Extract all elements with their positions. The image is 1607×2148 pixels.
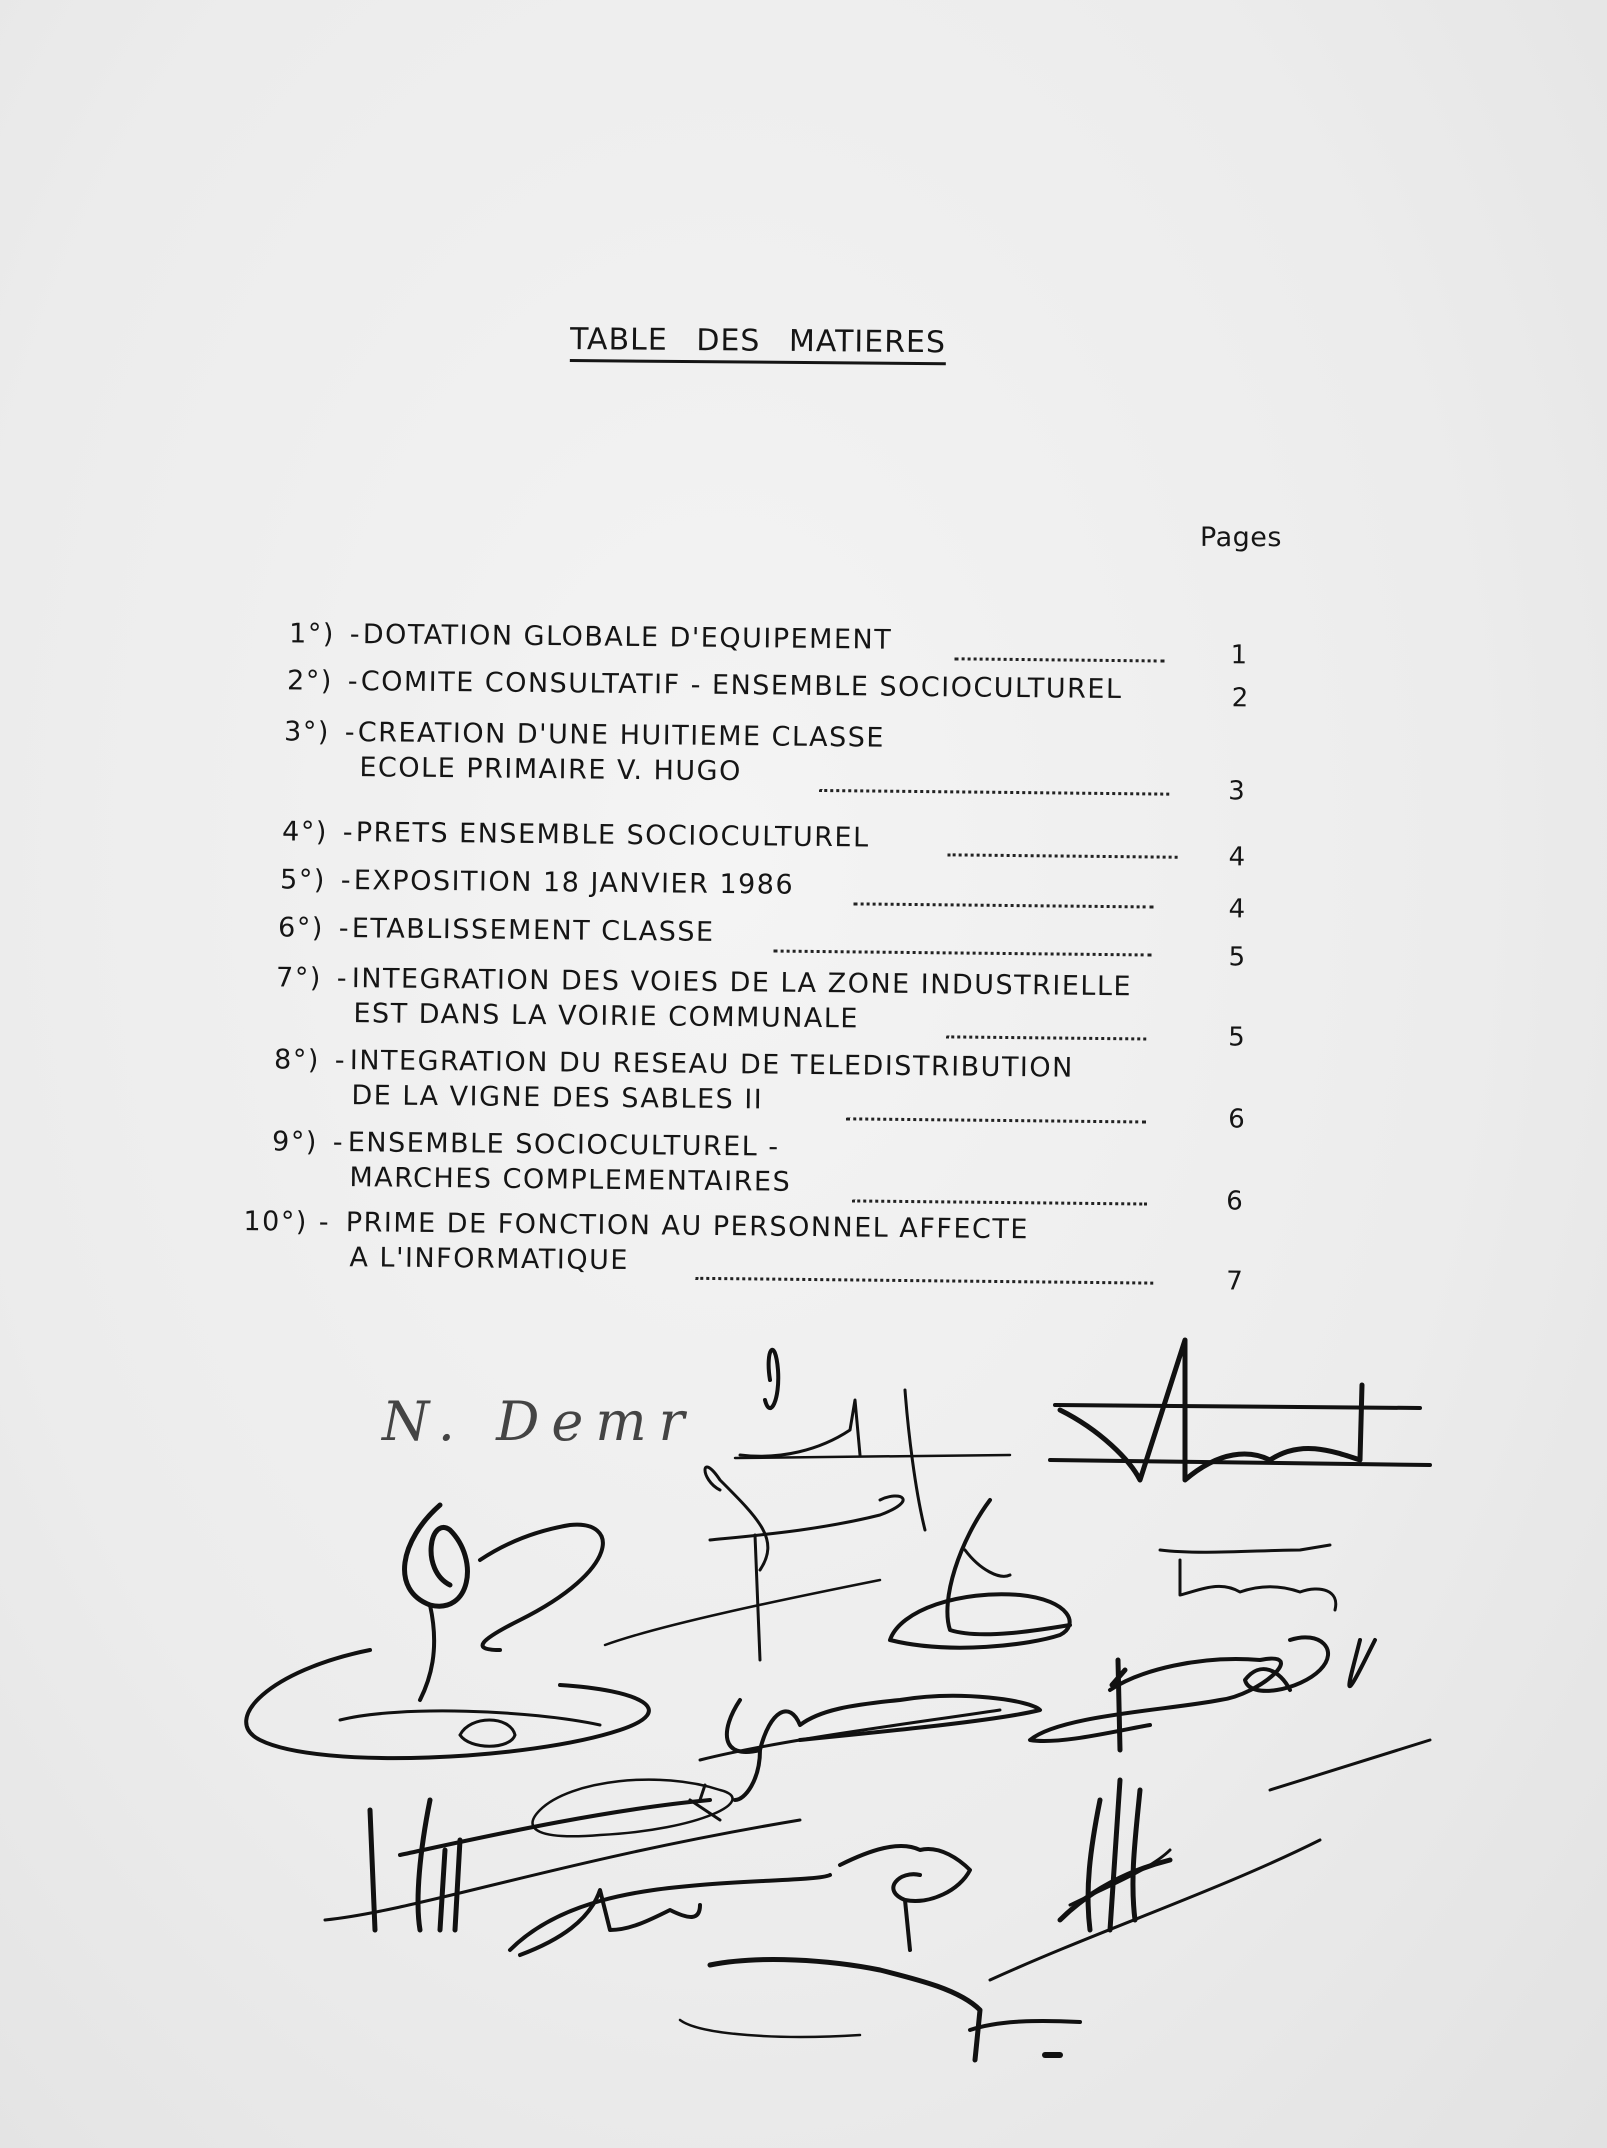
toc-entry-dash: - [340,864,353,897]
toc-entry-page: 6 [1226,1186,1245,1217]
toc-entry-number: 9°) [271,1126,318,1158]
toc-entry-number: 2°) [286,665,333,697]
toc-leader-dots [946,1035,1146,1040]
toc-entry-title: EXPOSITION 18 JANVIER 1986 [353,865,795,901]
toc-entry-title: CREATION D'UNE HUITIEME CLASSE [357,717,886,754]
toc-entry-page: 4 [1228,894,1247,925]
signature [605,1467,903,1660]
signatures-block [0,1330,1607,2110]
toc-entry-page: 3 [1228,776,1247,807]
toc-entry-dash: - [342,816,355,849]
signature-handwritten-name: N. Demr [382,1390,697,1453]
toc-leader-dots [852,1199,1147,1205]
signature [990,1780,1320,1980]
toc-entry-number: 1°) [288,618,335,650]
toc-entry-dash: - [332,1126,345,1159]
toc-entry-page: 2 [1231,683,1250,714]
toc-entry-title: ETABLISSEMENT CLASSE [351,913,715,948]
signature [246,1505,649,1758]
toc-entry-title-continued: A L'INFORMATIQUE [349,1242,630,1277]
toc-entry-page: 6 [1228,1104,1247,1135]
signature [735,1350,1010,1530]
toc-entry-page: 5 [1228,942,1247,973]
signatures-drawing [0,1330,1607,2110]
toc-leader-dots [695,1277,1153,1285]
toc-leader-dots [948,853,1178,858]
toc-entry-number: 4°) [281,816,328,848]
toc-entry-dash: - [347,665,360,698]
toc-entry-title-continued: DE LA VIGNE DES SABLES II [351,1080,764,1116]
toc-entry-title: PRIME DE FONCTION AU PERSONNEL AFFECTE [345,1207,1030,1246]
signature [1050,1340,1430,1480]
toc-leader-dots [955,657,1165,662]
pages-column-label: Pages [1200,522,1282,553]
toc-entry-title-continued: MARCHES COMPLEMENTAIRES [349,1162,792,1198]
signature [325,1780,800,1930]
toc-entry-title-continued: EST DANS LA VOIRIE COMMUNALE [353,998,860,1035]
toc-entry-dash: - [338,912,351,945]
signature [680,1960,1080,2060]
toc-entry-number: 6°) [277,912,324,944]
toc-entry-page: 7 [1226,1266,1245,1297]
toc-leader-dots [854,902,1154,908]
signature [1030,1637,1430,1790]
toc-entry-page: 4 [1228,842,1247,873]
toc-entry-page: 5 [1228,1022,1247,1053]
document-title: TABLE DES MATIERES [570,322,946,365]
toc-entry-title: INTEGRATION DU RESEAU DE TELEDISTRIBUTION [349,1045,1074,1084]
toc-entry-title: DOTATION GLOBALE D'EQUIPEMENT [362,619,893,656]
signature [510,1846,970,1955]
toc-entry-dash: - [344,716,357,749]
toc-entry-number: 8°) [273,1044,320,1076]
toc-entry-title: INTEGRATION DES VOIES DE LA ZONE INDUSTRIELLE [351,963,1133,1003]
signature [700,1696,1040,1800]
toc-leader-dots [774,950,1152,957]
toc-leader-dots [819,789,1169,796]
signature [890,1500,1070,1648]
toc-entry-number: 10°) [243,1206,308,1238]
signature [1160,1545,1336,1610]
toc-entry-dash: - [318,1206,331,1238]
toc-entry-number: 5°) [279,864,326,896]
toc-entry-dash: - [349,618,362,651]
toc-entry-dash: - [334,1044,347,1077]
toc-leader-dots [846,1117,1146,1123]
toc-entry-page: 1 [1230,640,1249,671]
toc-entry-title: PRETS ENSEMBLE SOCIOCULTUREL [355,817,870,854]
toc-entry-title: COMITE CONSULTATIF - ENSEMBLE SOCIOCULTUREL [360,666,1123,706]
toc-entry-number: 3°) [283,716,330,748]
toc-entry-title: ENSEMBLE SOCIOCULTUREL - [347,1127,780,1163]
toc-entry-title-continued: ECOLE PRIMAIRE V. HUGO [359,752,742,788]
toc-entry-dash: - [336,962,349,995]
toc-entry-number: 7°) [275,962,322,994]
